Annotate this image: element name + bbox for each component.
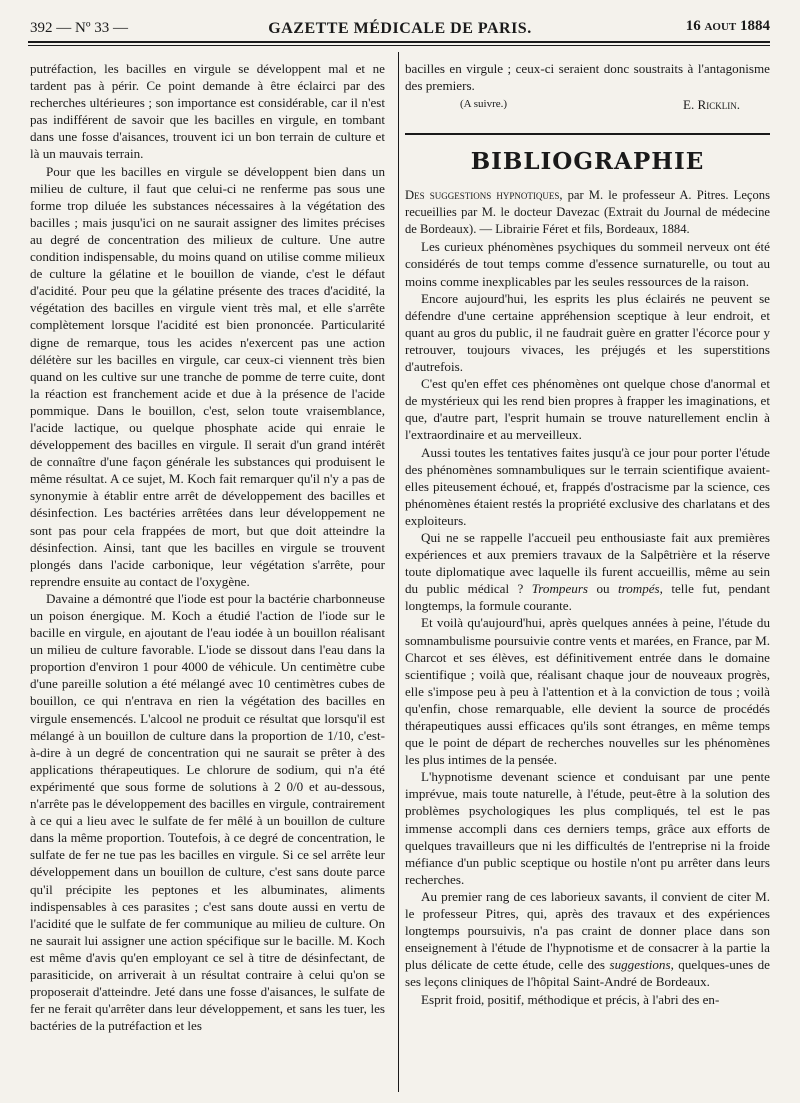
right-paragraph-5-tail: , telle fut, pendant longtemps, la formule courante. xyxy=(405,581,770,614)
right-paragraph-5 xyxy=(405,529,770,614)
book-details: , par M. le professeur A. Pitres. Leçons recueillies par M. le docteur Davezac (Extrait du Journal de médecine de Bordeaux). — Librairie Féret et fils, Bordeaux, 1884. xyxy=(405,188,771,237)
section-title: BIBLIOGRAPHIE xyxy=(470,148,705,176)
right-paragraph-4: Aussi toutes les tentatives faites jusqu'à ce jour pour porter l'étude des phénomènes somnambuliques sur le terrain scientifique avaient-elles piteusement échoué, et, frappés d'ostracisme par la science, ces phénomènes étaient restés la propriété exclusive des charlatans et des exploiteurs. xyxy=(405,444,770,528)
date-day: 16 xyxy=(685,18,701,34)
article-continuation: bacilles en virgule ; ceux-ci seraient donc soustraits à l'antagonisme des premiers. xyxy=(405,61,770,94)
italic-suggestions: suggestions xyxy=(609,957,671,973)
book-reference xyxy=(405,187,770,238)
italic-trompeurs: Trompeurs xyxy=(531,581,589,597)
right-paragraph-2: Encore aujourd'hui, les esprits les plus éclairés ne peuvent se défendre d'une certaine appréhension sceptique à leur endroit, et quant au gros du public, il ne faudrait guère en gratter l'écorce pour y retrouver, toujours vivaces, les préjugés et les superstitions d'autrefois. xyxy=(405,290,770,375)
article-author: E. Ricklin. xyxy=(682,97,740,113)
article-signoff xyxy=(405,94,770,113)
right-paragraph-7: L'hypnotisme devenant science et conduisant par une pente imprévue, mais toute naturelle, à l'étude, peut-être à la solution des problèmes psychologiques les plus compliqués, tel est le pas immense accompli dans ces derniers temps, grâce aux efforts de quelques travailleurs que ni les difficultés de l'entreprise ni la froide méfiance d'un public sceptique ou hostile n'ont pu arrêter dans leurs recherches. xyxy=(405,769,770,887)
page-number: 392 — Nº 33 — xyxy=(30,20,128,36)
right-paragraph-8-tail: , quelques-unes de ses leçons cliniques de l'hôpital Saint-André de Bordeaux. xyxy=(405,957,770,990)
issue-date xyxy=(686,18,770,35)
right-paragraph-8-text: Au premier rang de ces laborieux savants, il convient de citer M. le professeur Pitres, qui, après des travaux et des expériences longtemps poursuivis, n'a pas craint de donner place dans son enseignement à l'étude de l'hypnotisme et de consacrer à la partie la plus délicate de cette étude, celle des xyxy=(405,888,770,973)
date-month: AOUT xyxy=(704,21,737,33)
left-paragraph-2: Pour que les bacilles en virgule se développent bien dans un milieu de culture, il faut que celui-ci ne renferme pas sous une forme trop diluée les substances nécessaires à la végétation des bacilles ; mais jusqu'ici on ne saurait assigner des limites précises au degré de concentration des milieux de culture. Une autre condition indispensable, du moins quand on utilise comme milieux de culture la gélatine et le bouillon de viande, c'est le défaut d'acidité. Pour peu que la gélatine présente des traces d'acidité, la végétation des bacilles en virgule vient très mal, et elle s'arrête complètement lorsque l'acidité est bien prononcée. Particularité digne de remarque, tous les acides n'exercent pas une action délétère sur les bacilles en virgule, car ceux-ci viennent très bien quand on les cultive sur une tranche de pomme de terre cuite, dont la réaction est franchement acide et due à la présence de l'acide pommique. Dans le bouillon, c'est, selon toute vraisemblance, l'acide lactique, ou quelque phosphate acide qui enraie le développement des bacilles en virgule. Il serait d'un grand intérêt de connaître d'une façon générale les substances qui produisent le même résultat. A ce sujet, M. Koch fait remarquer qu'il n'y a pas de synonymie à établir entre arrêt de développement des bacilles et désinfection. Les bactéries arrêtées dans leur développement ne sont pas pour cela frappées de mort, but que doit atteindre la désinfection. Ainsi, tant que les bacilles en virgule se trouvent plongés dans l'acide carbonique, leur végétation s'arrête, pour reprendre ensuite au contact de l'oxygène. xyxy=(30,163,385,589)
right-paragraph-9: Esprit froid, positif, méthodique et précis, à l'abri des en- xyxy=(421,991,720,1007)
right-paragraph-5-mid: ou xyxy=(588,581,618,597)
left-paragraph-1: putréfaction, les bacilles en virgule se développent mal et ne tardent pas à périr. Ce point demande à être éclairci par des recherches ultérieures ; son importance est considérable, car il n'est pas indifférent de savoir que les bacilles en virgule, en tombant dans une fosse d'aisances, trouvent ici un bon terrain de culture et là un mauvais terrain. xyxy=(30,61,385,162)
right-paragraph-8 xyxy=(405,888,770,991)
left-column xyxy=(30,60,385,1034)
column-divider xyxy=(398,52,399,1092)
right-paragraph-3: C'est qu'en effet ces phénomènes ont quelque chose d'anormal et de mystérieux qui les rend bien propres à frapper les imaginations, et que, d'autre part, l'esprit humain se trouve naturellement enclin à l'extraordinaire et au merveilleux. xyxy=(405,376,770,443)
section-separator xyxy=(405,133,770,135)
italic-trompes: trompés xyxy=(617,581,660,597)
book-title: Des suggestions hypnotiques xyxy=(405,188,560,203)
right-paragraph-1: Les curieux phénomènes psychiques du sommeil nerveux ont été considérés de tout temps comme d'essence surnaturelle, ou tout au moins comme inexplicables par les seules ressources de la raison. xyxy=(405,239,770,289)
page-header xyxy=(30,14,770,40)
header-rule-thick xyxy=(28,41,770,43)
journal-title: GAZETTE MÉDICALE DE PARIS. xyxy=(268,20,532,37)
right-paragraph-6: Et voilà qu'aujourd'hui, après quelques années à peine, l'étude du somnambulisme poursuivie contre vents et marées, en France, par M. Charcot et ses élèves, est définitivement entrée dans le domaine scientifique ; voilà que, réalisant chaque jour de nouveaux progrès, elle s'impose peu à peu à l'attention et à la conviction de tous ; voilà qu'enfin, chose remarquable, elle devient la source de procédés thérapeutiques aussi efficaces qu'ils sont étranges, en même temps que le point de départ de recherches nouvelles sur les phénomènes les plus intimes de la pensée. xyxy=(405,615,770,768)
right-column xyxy=(405,60,770,1008)
right-paragraph-5-text: Qui ne se rappelle l'accueil peu enthousiaste fait aux premières expériences et aux premiers travaux de la Salpêtrière et la réserve toute diplomatique avec laquelle ils furent accueillis, même au sein du public médical ? xyxy=(405,529,770,597)
date-year: 1884 xyxy=(740,18,770,34)
to-be-continued: (A suivre.) xyxy=(460,98,508,111)
header-rule-thin xyxy=(28,45,770,46)
left-paragraph-3: Davaine a démontré que l'iode est pour la bactérie charbonneuse un poison énergique. M. Koch a étudié l'action de l'iode sur le bacille en virgule, en ajoutant de l'eau iodée à un bouillon réalisant un milieu de culture favorable. L'iode se dissout dans l'eau dans la proportion d'environ 1 pour 4000 de véhicule. Un centimètre cube d'une pareille solution a été mélangé avec 10 centimètres cubes de bouillon, ce qui n'entrava en rien la végétation des bacilles en virgule ensemencés. L'alcool ne produit ce résultat que lorsqu'il est mélangé à un bouillon de culture dans la proportion de 1/10, c'est-à-dire à un degré de concentration qui ne saurait se prêter à des applications thérapeutiques. Le chlorure de sodium, qui n'a été expérimenté que sous forme de solutions à 2 0/0 et au-dessous, n'arrête pas le développement des bacilles en virgule, contrairement à ce qui a lieu avec le sulfate de fer mêlé à un bouillon de culture dans la même proportion. Toutefois, à ce degré de concentration, le sulfate de fer ne tue pas les bacilles en virgule. Si ce sel arrête leur développement dans un bouillon de culture, c'est sans doute parce qu'il précipite les peptones et les albuminates, aliments indispensables à ces parasites ; c'est sans doute aussi en vertu de l'acidité que le sulfate de fer communique au milieu de culture. On ne saurait lui assigner une action spécifique sur le bacille. M. Koch est même d'avis qu'en employant ce sel à titre de désinfectant, de parasiticide, on arriverait à un résultat contraire à celui qu'on se proposerait d'atteindre. Jeté dans une fosse d'aisances, le sulfate de fer ne ferait qu'arrêter dans leur développement, et sans les tuer, les bactéries de la putréfaction et les xyxy=(30,590,385,1034)
